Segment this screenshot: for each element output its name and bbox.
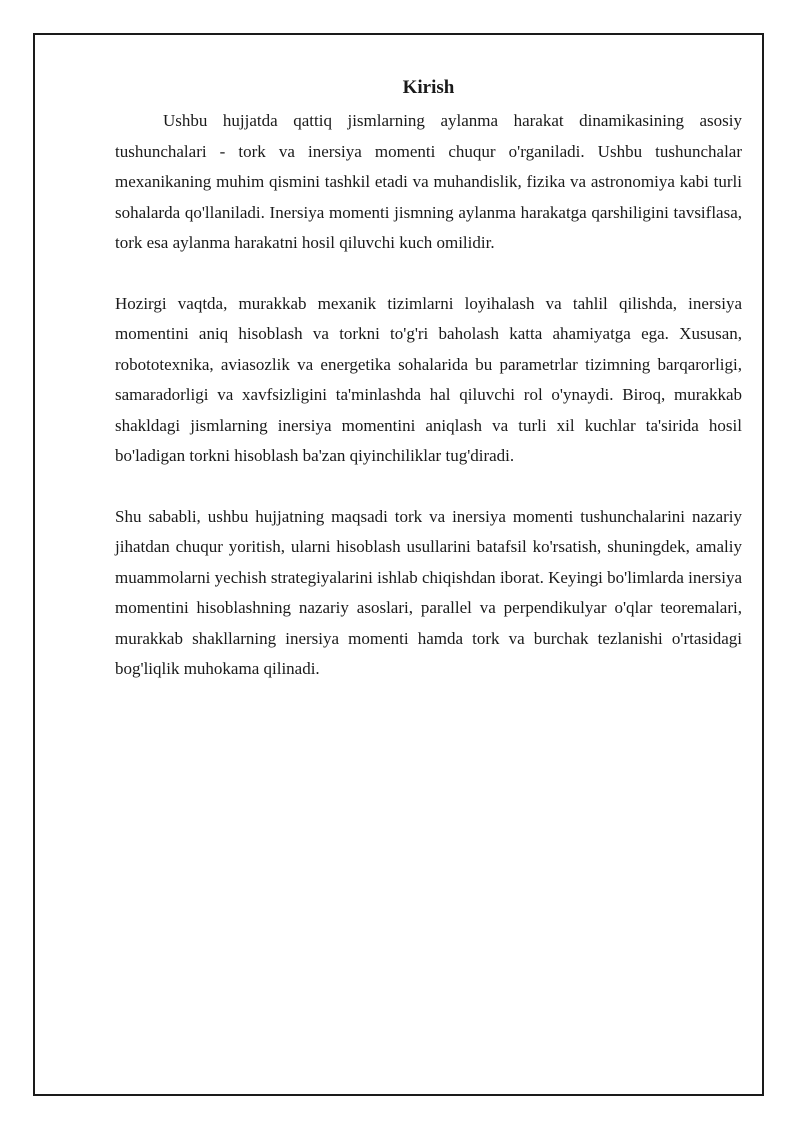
document-title: Kirish <box>402 77 455 98</box>
paragraph-spacer <box>115 472 742 502</box>
paragraph-3: Shu sababli, ushbu hujjatning maqsadi tork va inersiya momenti tushunchalarini nazariy jihatdan chuqur yoritish, ularni hisoblash usullarini batafsil ko'rsatish, shuningdek, amaliy muammolarni yechish strategiyalarini ishlab chiqishdan iborat. Keyingi bo'limlarda inersiya momentini hisoblashning nazariy asoslari, parallel va perpendikulyar o'qlar teoremalari, murakkab shakllarning inersiya momenti hamda tork va burchak tezlanishi o'rtasidagi bog'liqlik muhokama qilinadi. <box>115 506 742 678</box>
paragraph-1: Ushbu hujjatda qattiq jismlarning aylanma harakat dinamikasining asosiy tushunchalari - tork va inersiya momenti chuqur o'rganiladi. Ushbu tushunchalar mexanikaning muhim qismini tashkil etadi va muhandislik, fizika va astronomiya kabi turli sohalarda qo'llaniladi. Inersiya momenti jismning aylanma harakatga qarshiligini tavsiflasa, tork esa aylanma harakatni hosil qiluvchi kuch omilidir. <box>115 111 742 252</box>
paragraph-spacer <box>115 259 742 289</box>
document-body <box>115 76 742 685</box>
paragraph-2: Hozirgi vaqtda, murakkab mexanik tizimlarni loyihalash va tahlil qilishda, inersiya momentini aniq hisoblash va torkni to'g'ri baholash katta ahamiyatga ega. Xususan, robototexnika, aviasozlik va energetika sohalarida bu parametrlar tizimning barqarorligi, samaradorligi va xavfsizligini ta'minlashda hal qiluvchi rol o'ynaydi. Biroq, murakkab shakldagi jismlarning inersiya momentini aniqlash va turli xil kuchlar ta'sirida hosil bo'ladigan torkni hisoblash ba'zan qiyinchiliklar tug'diradi. <box>115 293 742 465</box>
